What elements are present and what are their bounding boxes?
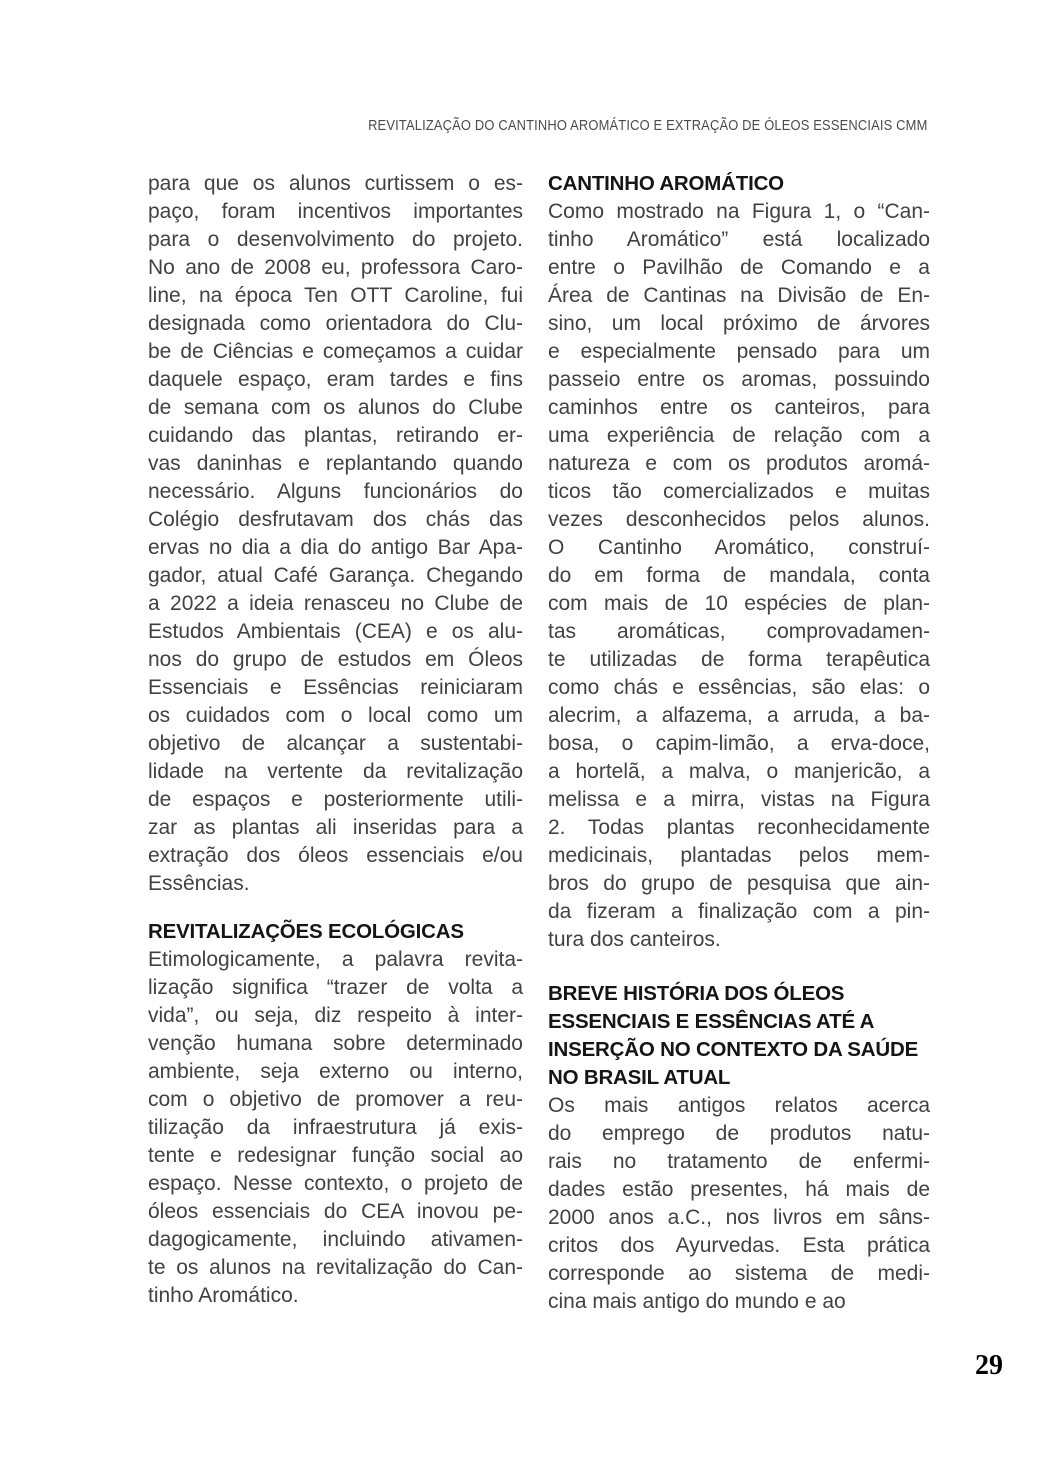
text-line: medicinais, plantadas pelos mem-	[548, 844, 930, 867]
text-line: natureza e com os produtos aromá-	[548, 452, 930, 475]
text-line: tas aromáticas, comprovadamen-	[548, 620, 930, 643]
paragraph-cantinho	[548, 198, 930, 954]
text-line: tinho Aromático” está localizado	[548, 228, 930, 251]
text-line: tinho Aromático.	[148, 1284, 299, 1307]
text-line: alecrim, a alfazema, a arruda, a ba-	[548, 704, 930, 727]
text-line: Essenciais e Essências reiniciaram	[148, 676, 523, 699]
text-line: passeio entre os aromas, possuindo	[548, 368, 930, 391]
text-line: O Cantinho Aromático, construí-	[548, 536, 930, 559]
text-line: vas daninhas e replantando quando	[148, 452, 523, 475]
right-column	[548, 170, 930, 1316]
text-line: zar as plantas ali inseridas para a	[148, 816, 523, 839]
text-line: Etimologicamente, a palavra revita-	[148, 948, 523, 971]
text-line: da fizeram a finalização com a pin-	[548, 900, 930, 923]
text-line: Como mostrado na Figura 1, o “Can-	[548, 200, 930, 223]
text-line: dades estão presentes, há mais de	[548, 1178, 930, 1201]
text-line: tilização da infraestrutura já exis-	[148, 1116, 523, 1139]
text-line: venção humana sobre determinado	[148, 1032, 523, 1055]
text-line: vezes desconhecidos pelos alunos.	[548, 508, 930, 531]
text-line: necessário. Alguns funcionários do	[148, 480, 523, 503]
text-line: bosa, o capim-limão, a erva-doce,	[548, 732, 930, 755]
text-line: Essências.	[148, 872, 250, 895]
text-line: extração dos óleos essenciais e/ou	[148, 844, 523, 867]
text-line: vida”, ou seja, diz respeito à inter-	[148, 1004, 523, 1027]
text-line: com o objetivo de promover a reu-	[148, 1088, 523, 1111]
text-line: Estudos Ambientais (CEA) e os alu-	[148, 620, 523, 643]
text-line: gador, atual Café Garança. Chegando	[148, 564, 523, 587]
text-line: sino, um local próximo de árvores	[548, 312, 930, 335]
text-line: do emprego de produtos natu-	[548, 1122, 930, 1145]
left-column	[148, 170, 523, 1316]
running-header: REVITALIZAÇÃO DO CANTINHO AROMÁTICO E EXTRAÇÃO DE ÓLEOS ESSENCIAIS CMM	[367, 117, 927, 134]
text-line: BREVE HISTÓRIA DOS ÓLEOS	[548, 982, 845, 1005]
text-line: te utilizadas de forma terapêutica	[548, 648, 930, 671]
text-line: INSERÇÃO NO CONTEXTO DA SAÚDE	[548, 1038, 919, 1061]
page-number: 29	[975, 1350, 1003, 1381]
paragraph-intro	[148, 170, 523, 898]
text-line: dagogicamente, incluindo ativamen-	[148, 1228, 523, 1251]
text-line: óleos essenciais do CEA inovou pe-	[148, 1200, 523, 1223]
text-line: nos do grupo de estudos em Óleos	[148, 648, 523, 671]
text-line: be de Ciências e começamos a cuidar	[148, 340, 523, 363]
text-line: para que os alunos curtissem o es-	[148, 172, 523, 195]
text-line: daquele espaço, eram tardes e fins	[148, 368, 523, 391]
text-line: de semana com os alunos do Clube	[148, 396, 523, 419]
text-line: Área de Cantinas na Divisão de En-	[548, 284, 930, 307]
section-heading-text: REVITALIZAÇÕES ECOLÓGICAS	[148, 920, 464, 943]
text-line: e especialmente pensado para um	[548, 340, 930, 363]
text-line: 2000 anos a.C., nos livros em sâns-	[548, 1206, 930, 1229]
text-line: com mais de 10 espécies de plan-	[548, 592, 930, 615]
text-line: de espaços e posteriormente utili-	[148, 788, 523, 811]
text-line: do em forma de mandala, conta	[548, 564, 930, 587]
text-columns	[148, 170, 930, 1316]
text-line: Os mais antigos relatos acerca	[548, 1094, 930, 1117]
text-line: ervas no dia a dia do antigo Bar Apa-	[148, 536, 523, 559]
text-line: Colégio desfrutavam dos chás das	[148, 508, 523, 531]
text-line: lidade na vertente da revitalização	[148, 760, 523, 783]
text-line: tente e redesignar função social ao	[148, 1144, 523, 1167]
section-heading-revitalizacoes-ecologicas	[148, 918, 523, 946]
text-line: os cuidados com o local como um	[148, 704, 523, 727]
text-line: cina mais antigo do mundo e ao	[548, 1290, 846, 1313]
section-heading-text: CANTINHO AROMÁTICO	[548, 172, 784, 195]
text-line: espaço. Nesse contexto, o projeto de	[148, 1172, 523, 1195]
text-line: paço, foram incentivos importantes	[148, 200, 523, 223]
text-line: ticos tão comercializados e muitas	[548, 480, 930, 503]
text-line: a 2022 a ideia renasceu no Clube de	[148, 592, 523, 615]
text-line: rais no tratamento de enfermi-	[548, 1150, 930, 1173]
text-line: bros do grupo de pesquisa que ain-	[548, 872, 930, 895]
text-line: tura dos canteiros.	[548, 928, 721, 951]
text-line: para o desenvolvimento do projeto.	[148, 228, 523, 251]
text-line: objetivo de alcançar a sustentabi-	[148, 732, 523, 755]
text-line: caminhos entre os canteiros, para	[548, 396, 930, 419]
text-line: ambiente, seja externo ou interno,	[148, 1060, 523, 1083]
section-heading-cantinho-aromatico	[548, 170, 930, 198]
text-line: critos dos Ayurvedas. Esta prática	[548, 1234, 930, 1257]
text-line: NO BRASIL ATUAL	[548, 1066, 731, 1089]
text-line: lização significa “trazer de volta a	[148, 976, 523, 999]
text-line: 2. Todas plantas reconhecidamente	[548, 816, 930, 839]
text-line: melissa e a mirra, vistas na Figura	[548, 788, 930, 811]
section-heading-breve-historia	[548, 980, 930, 1092]
text-line: a hortelã, a malva, o manjericão, a	[548, 760, 930, 783]
text-line: te os alunos na revitalização do Can-	[148, 1256, 523, 1279]
text-line: como chás e essências, são elas: o	[548, 676, 930, 699]
paragraph-revitalizacoes	[148, 946, 523, 1310]
text-line: No ano de 2008 eu, professora Caro-	[148, 256, 523, 279]
text-line: designada como orientadora do Clu-	[148, 312, 523, 335]
text-line: cuidando das plantas, retirando er-	[148, 424, 523, 447]
text-line: ESSENCIAIS E ESSÊNCIAS ATÉ A	[548, 1010, 875, 1033]
text-line: corresponde ao sistema de medi-	[548, 1262, 930, 1285]
text-line: entre o Pavilhão de Comando e a	[548, 256, 930, 279]
paragraph-breve-historia	[548, 1092, 930, 1316]
text-line: uma experiência de relação com a	[548, 424, 930, 447]
text-line: line, na época Ten OTT Caroline, fui	[148, 284, 523, 307]
